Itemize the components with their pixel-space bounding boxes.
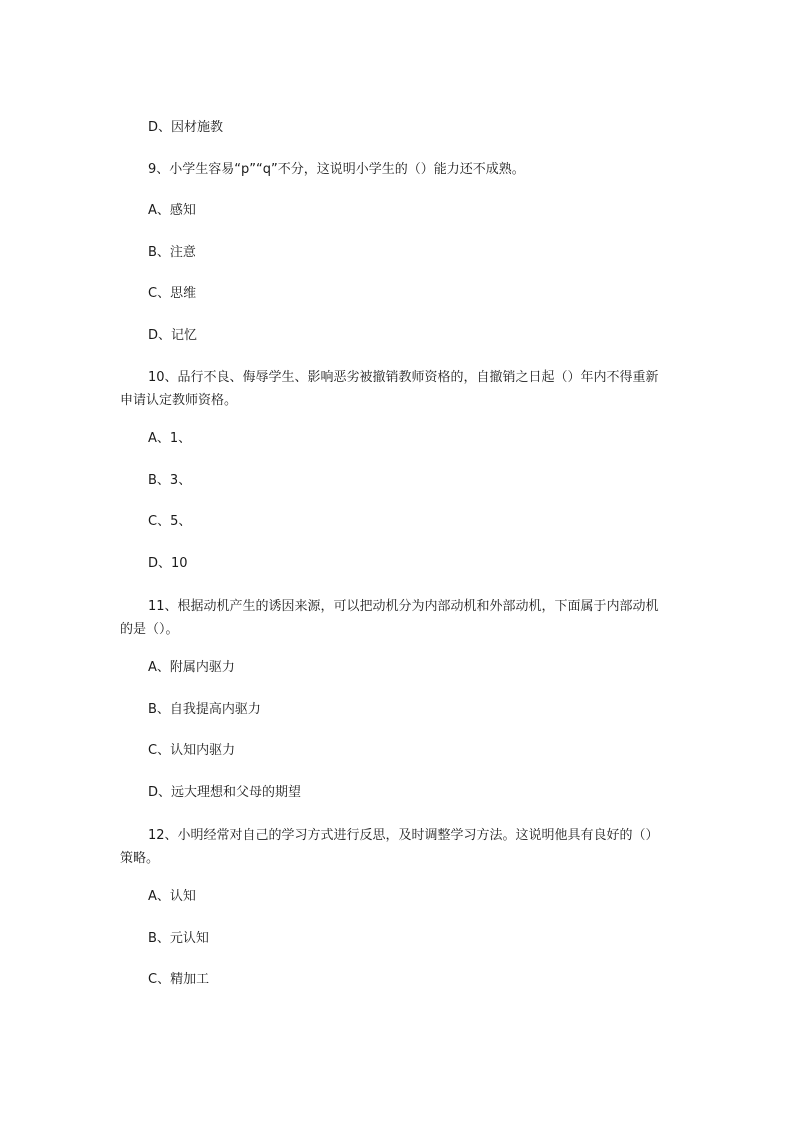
option-b-q12: B、元认知: [148, 931, 209, 946]
option-c-q10: C、5、: [148, 514, 192, 529]
option-a-q9: A、感知: [148, 203, 196, 218]
option-c-q12: C、精加工: [148, 972, 210, 987]
option-a-q12: A、认知: [148, 889, 196, 904]
option-d-q10: D、10: [148, 556, 188, 571]
option-d-q11: D、远大理想和父母的期望: [148, 785, 302, 800]
option-a-q10: A、1、: [148, 431, 192, 446]
question-9: 9、小学生容易“p”“q”不分，这说明小学生的（）能力还不成熟。: [148, 162, 525, 177]
question-11: 11、根据动机产生的诱因来源，可以把动机分为内部动机和外部动机，下面属于内部动机的是（）。: [120, 599, 659, 637]
option-d-q8: D、因材施教: [148, 120, 224, 135]
option-c-q11: C、认知内驱力: [148, 743, 236, 758]
option-a-q11: A、附属内驱力: [148, 660, 235, 675]
option-b-q9: B、注意: [148, 245, 196, 260]
option-b-q10: B、3、: [148, 473, 192, 488]
question-12: 12、小明经常对自己的学习方式进行反思，及时调整学习方法。这说明他具有良好的（）策略。: [120, 828, 659, 866]
option-c-q9: C、思维: [148, 286, 197, 301]
option-b-q11: B、自我提高内驱力: [148, 702, 261, 717]
option-d-q9: D、记忆: [148, 328, 198, 343]
question-10: 10、品行不良、侮辱学生、影响恶劣被撤销教师资格的，自撤销之日起（）年内不得重新申请认定教师资格。: [120, 370, 659, 408]
